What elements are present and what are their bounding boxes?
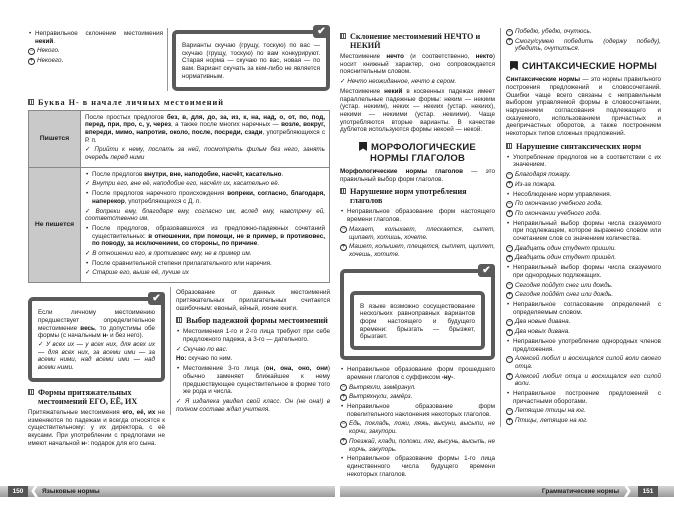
plus-circle-icon: + xyxy=(29,57,34,64)
note-content xyxy=(38,309,155,372)
text: в косвенных падежах имеет параллельные падежные формы: неким — некиим (устар. некиим), неких — некиих (устар. некиих), некими — некиими (устар. некиими). Чаще употребляются вторые варианты. В качестве дублетов используются формы некоей — некой. xyxy=(340,87,495,134)
text: Формы притяжательных местоимений ЕГО, ЕЁ, ИХ xyxy=(38,387,138,406)
checkmark-icon: ✔ xyxy=(313,25,330,38)
minus-circle-icon: − xyxy=(29,47,34,54)
note-content xyxy=(182,42,320,81)
text: Неправильный выбор формы числа сказуемого при однородных подлежащих. xyxy=(513,264,661,279)
text: Склонение местоимений НЕЧТО и НЕКИЙ xyxy=(350,32,481,50)
plus-circle-icon: + xyxy=(341,243,346,250)
checkmark-icon: ✔ xyxy=(148,292,165,305)
text: После предлогов xyxy=(92,170,145,178)
text: По окончанию учебного года. xyxy=(515,200,603,208)
minus-circle-icon: − xyxy=(507,355,512,362)
bullet-item xyxy=(85,225,325,248)
text: Поезжай, клади, положи, ляг, высунь, высыпь, не корчь, закупорь. xyxy=(349,437,495,453)
note-box xyxy=(340,264,495,361)
checkmark-icon: ✓ xyxy=(85,250,91,258)
checkmark-icon: ✓ xyxy=(340,78,346,86)
text: Местоимение 3-го лица ( xyxy=(183,365,266,373)
incorrect-example xyxy=(506,200,661,208)
bullet-item xyxy=(506,390,661,405)
section-marker-icon xyxy=(28,389,34,395)
incorrect-example xyxy=(340,384,495,392)
emphasized-text: н- xyxy=(102,332,109,340)
text: Летящие птицы на юг. xyxy=(515,407,586,415)
correct-example xyxy=(340,243,495,258)
footer-section-title: Грамматические нормы xyxy=(541,488,619,496)
table-row xyxy=(29,110,330,167)
example xyxy=(38,341,155,372)
emphasized-text: н- xyxy=(81,439,88,447)
emphasized-text: нечто xyxy=(386,53,404,60)
text: Неправильное образование форм повелительного наклонения некоторых глаголов. xyxy=(347,402,495,418)
text: Двадцать один студент пришли. xyxy=(515,244,617,252)
text: , употребляющихся с Р. п. xyxy=(85,128,325,144)
checkmark-icon: ✓ xyxy=(85,180,91,188)
letter-n-table xyxy=(28,110,330,284)
heading-text: Буква Н- в начале личных местоимений xyxy=(38,97,224,107)
text: , употребляющихся с Д. п. xyxy=(124,197,202,205)
checkmark-icon: ✓ xyxy=(85,207,94,215)
section-marker-icon xyxy=(340,33,346,39)
text: Употребление предлогов не в соответствии с их значением. xyxy=(513,153,661,169)
section-marker-icon xyxy=(28,99,34,105)
minus-circle-icon: − xyxy=(507,282,512,289)
incorrect-example xyxy=(506,171,661,179)
bullet-item xyxy=(340,455,495,478)
text: Притяжательные местоимения xyxy=(28,408,123,416)
section-marker-icon xyxy=(506,143,512,149)
left-page xyxy=(0,0,335,507)
correct-example xyxy=(506,417,661,425)
plus-circle-icon: + xyxy=(507,373,512,380)
minus-circle-icon: − xyxy=(341,420,346,427)
page-number: 151 xyxy=(638,486,658,497)
checkmark-icon: ✔ xyxy=(478,264,495,277)
emphasized-text: -ну- xyxy=(441,373,454,381)
bullet-item xyxy=(506,220,661,243)
section-heading-letter-n xyxy=(28,97,330,107)
incorrect-example xyxy=(506,245,661,253)
bullet-item xyxy=(176,328,330,343)
text: Выбор падежной формы местоимений xyxy=(186,316,328,326)
text: Если личному местоимению предшествует определительное местоимение xyxy=(38,309,155,332)
bullet-item xyxy=(506,154,661,169)
section-marker-icon xyxy=(340,188,346,194)
text: Машет, колышет, плещется, сыплет, щиплет, хочешь, хотите. xyxy=(349,243,495,258)
plus-circle-icon: + xyxy=(507,291,512,298)
bullet-item xyxy=(506,191,661,199)
incorrect-example xyxy=(340,420,495,435)
text: — это правильный выбор форм глаголов. xyxy=(340,168,495,183)
text: Я издалека увидел свой класс. Он (не она!) в полном составе ждал учителя. xyxy=(176,397,330,413)
text: Смогу/сумею победить (одержу победу), убедить, очутиться. xyxy=(515,37,661,53)
text: Неправильное употребление однородных членов предложения. xyxy=(513,337,661,353)
text: . xyxy=(453,373,456,381)
plus-circle-icon: + xyxy=(507,38,512,45)
text: МОРФОЛОГИЧЕСКИЕ НОРМЫ ГЛАГОЛОВ xyxy=(369,142,476,165)
chevron-left-icon: ❮ xyxy=(30,485,40,498)
subsection-heading xyxy=(28,388,165,406)
incorrect-example xyxy=(506,318,661,326)
text: , а также после многих наречных — xyxy=(171,121,282,129)
bookmark-icon xyxy=(510,61,518,70)
left-top-row xyxy=(28,28,330,91)
plus-circle-icon: + xyxy=(507,328,512,335)
note-box-ves xyxy=(28,293,165,382)
emphasized-text: без, в, для, до, за, из, к, на, над, о, от, по, под, перед, при, про, с, у, через xyxy=(85,113,325,129)
emphasized-text: весь xyxy=(80,324,95,332)
minus-circle-icon: − xyxy=(507,200,512,207)
text: Местоимение xyxy=(340,87,385,95)
correct-example xyxy=(506,181,661,189)
text: , то допустимы обе формы (с начальным xyxy=(38,324,156,340)
text: Вытряхли, замёрзнул. xyxy=(349,383,416,391)
text: скучаю по ним. xyxy=(186,355,233,363)
right-page xyxy=(340,0,674,507)
incorrect-example xyxy=(506,282,661,290)
bullet-item xyxy=(506,338,661,353)
minus-circle-icon: − xyxy=(507,407,512,414)
text: Образование от данных местоимений притяжательных прилагательных считается ошибочным: евоный, ейный, ихние книги. xyxy=(176,289,330,312)
text: не изменяются по падежам и всегда относятся к существительному: у их директора, с её вкусами. При употреблении с предлогами не имеют начальной xyxy=(28,408,166,447)
text: Птицы, летящие на юг. xyxy=(515,417,588,425)
text: Неправильное образование формы 1-го лица единственного числа будущего времени некоторых глаголов. xyxy=(347,455,495,478)
emphasized-text: внутри, вне, наподобие, насчёт, касательно xyxy=(144,170,282,178)
right-column-d xyxy=(500,28,661,427)
paragraph xyxy=(340,88,495,134)
footer-left xyxy=(0,486,335,497)
correct-example xyxy=(506,328,661,336)
text: В отношении его, в противовес ему, не в пример им. xyxy=(92,250,252,258)
note-text xyxy=(350,291,485,351)
example xyxy=(176,346,330,354)
left-column-top xyxy=(28,28,163,67)
minus-circle-icon: − xyxy=(507,245,512,252)
bullet-item xyxy=(85,190,325,205)
emphasized-text: возле, вокруг, впереди, мимо, напротив, около, после, посреди, сзади xyxy=(85,121,325,136)
minus-circle-icon: − xyxy=(507,171,512,178)
bullet-item xyxy=(85,260,325,268)
emphasized-text: некий xyxy=(35,37,54,45)
incorrect-example xyxy=(28,47,163,55)
correct-example xyxy=(506,254,661,262)
right-columns xyxy=(340,28,674,480)
text: ) носит книжный характер, оно сопровождается пояснительным словом. xyxy=(340,53,495,76)
text: После предлогов, образовавшихся из предложно-падежных сочетаний существительных: xyxy=(92,224,325,240)
bullet-item xyxy=(176,365,330,396)
text: (и соответственно, xyxy=(403,53,476,60)
text: Неправильное согласование определений с определяемым словом. xyxy=(513,300,661,316)
plus-circle-icon: + xyxy=(507,210,512,217)
text: Два новых дивана. xyxy=(515,328,570,336)
example xyxy=(85,180,325,188)
text: После сравнительной степени прилагательного или наречия. xyxy=(92,259,272,267)
text: После простых предлогов xyxy=(85,113,167,121)
left-column-b-bottom xyxy=(170,287,330,415)
text: . xyxy=(257,240,259,248)
footer-right xyxy=(340,486,674,497)
emphasized-text: его, её, их xyxy=(122,408,156,416)
bookmark-icon xyxy=(359,142,367,151)
footer-section-title: Языковые нормы xyxy=(42,488,100,496)
text: По окончании учебного года. xyxy=(515,209,602,217)
correct-example xyxy=(506,373,661,388)
subsection-heading xyxy=(176,316,330,325)
left-column-bottom-wrap xyxy=(28,287,165,449)
section-heading xyxy=(506,61,661,72)
text: Благодаря пожару. xyxy=(515,171,571,179)
page-number: 150 xyxy=(8,486,28,497)
text: Едь, покладь, ложи, ляжь, высуни, высыпи, не корчи, закупори. xyxy=(349,420,495,436)
text: СИНТАКСИЧЕСКИЕ НОРМЫ xyxy=(521,61,658,73)
row-label: Пишется xyxy=(29,110,81,167)
example xyxy=(85,208,325,223)
text: Внутри его, вне её, наподобие его, насчёт их, касательно её. xyxy=(92,180,280,188)
minus-circle-icon: − xyxy=(507,28,512,35)
text: Несоблюдение норм управления. xyxy=(513,190,612,198)
text: и без него). xyxy=(108,332,144,340)
text: Сегодня пойдут снег или дождь. xyxy=(515,281,613,289)
example xyxy=(85,146,325,161)
paragraph xyxy=(182,42,320,81)
plus-circle-icon: + xyxy=(341,393,346,400)
text: Неправильное образование форм прошедшего времени глаголов с суффиксом xyxy=(347,366,495,381)
emphasized-text: он, она, оно, они xyxy=(265,365,328,373)
incorrect-example xyxy=(506,407,661,415)
emphasized-text: некто xyxy=(475,53,493,60)
checkmark-icon: ✓ xyxy=(85,146,93,154)
text: Неправильное склонение местоимения xyxy=(35,30,164,37)
emphasized-text: некий xyxy=(384,87,403,95)
paragraph xyxy=(340,53,495,76)
subsection-heading xyxy=(340,32,495,50)
text: Неправильное построение предложений с причастными оборотами. xyxy=(513,390,661,405)
example xyxy=(340,78,495,86)
chevron-right-icon: ❯ xyxy=(622,485,632,498)
incorrect-example xyxy=(340,226,495,241)
minus-circle-icon: − xyxy=(341,384,346,391)
emphasized-text: Синтаксические нормы xyxy=(506,76,581,84)
example xyxy=(85,269,325,277)
text: Алексей любил отца и восхищался его силой воли. xyxy=(515,372,661,388)
text: . xyxy=(281,170,284,178)
text: ) обычно заменяет ближайшее к нему предшествующее существительное в форме того же рода и числа. xyxy=(183,365,330,396)
text: Нечто неожиданное, нечто в сером. xyxy=(347,78,457,86)
example xyxy=(85,250,325,258)
paragraph xyxy=(85,114,325,145)
checkmark-icon: ✓ xyxy=(176,397,183,405)
correct-example xyxy=(28,57,163,65)
row-label: Не пишется xyxy=(29,167,81,282)
left-column-bottom xyxy=(28,388,165,448)
bullet-item xyxy=(340,208,495,223)
left-bottom-row xyxy=(28,287,330,449)
correct-example xyxy=(340,438,495,453)
paragraph xyxy=(38,309,155,340)
text: . xyxy=(53,37,55,45)
text: Неправильное образование форм настоящего времени глаголов. xyxy=(347,208,495,224)
paragraph xyxy=(340,168,495,183)
plus-circle-icon: + xyxy=(507,254,512,261)
text: Некоего. xyxy=(37,57,64,65)
bullet-item xyxy=(340,403,495,418)
text: Из-за пожара. xyxy=(515,180,557,188)
text: Махает, колыхает, плескается, сыпет, щипает, хотишь, хочете. xyxy=(349,225,495,241)
emphasized-text: Морфологические нормы глаголов xyxy=(340,168,463,176)
checkmark-icon: ✓ xyxy=(176,345,182,353)
correct-example xyxy=(340,393,495,401)
paragraph xyxy=(176,289,330,312)
plus-circle-icon: + xyxy=(507,417,512,424)
text: Сегодня пойдёт снег или дождь. xyxy=(515,291,614,299)
text: Неправильный выбор формы числа сказуемого при подлежащем, которое выражено словом или сочетанием слов со значением количества. xyxy=(513,219,661,243)
plus-circle-icon: + xyxy=(507,181,512,188)
checkmark-icon: ✓ xyxy=(85,269,91,277)
minus-circle-icon: − xyxy=(341,226,346,233)
text: Два новые дивана. xyxy=(515,318,571,326)
bullet-item xyxy=(28,30,163,45)
minus-circle-icon: − xyxy=(507,318,512,325)
checkmark-icon: ✓ xyxy=(38,340,44,348)
text: Вопреки ему, благодаря ему, согласно им, вслед ему, навстречу ей, соответственно им. xyxy=(85,207,325,223)
section-heading xyxy=(340,142,495,164)
text: Вытряхнули, замёрз. xyxy=(349,393,413,401)
correct-example xyxy=(506,291,661,299)
text: Варианты скучаю (грущу, тоскую) по вас — скучаю (грущу, тоскую) по вам конкурируют. Старая норма — скучаю по вас, новая — по вам. Вариант скучать за кем-либо не является нормативным. xyxy=(182,42,320,80)
note-box-skuchat xyxy=(172,26,330,91)
paragraph xyxy=(506,76,661,138)
text: Прийти к нему, послать за ней, посмотреть фильм без него, занять очередь перед ними xyxy=(85,146,325,162)
emphasized-text: вопреки, согласно, благодаря, наперекор xyxy=(92,190,325,205)
bullet-item xyxy=(506,264,661,279)
example xyxy=(176,398,330,413)
correct-example xyxy=(506,38,661,53)
bullet-item xyxy=(85,171,325,179)
text: Двадцать один студент пришёл. xyxy=(515,254,617,262)
text: У всех их — у всех них, для всех их — для всех них, за всеми ими — за всеми ними, над всеми ими — над всеми ними. xyxy=(38,340,155,372)
subsection-heading xyxy=(506,142,661,151)
paragraph xyxy=(176,355,330,363)
text: Старше его, выше её, лучше их xyxy=(92,269,189,277)
incorrect-example xyxy=(506,355,661,370)
row-content xyxy=(81,110,330,167)
section-marker-icon xyxy=(176,317,182,323)
plus-circle-icon: + xyxy=(341,438,346,445)
text: Нарушение синтаксических норм xyxy=(516,141,642,151)
text: В языке возможно сосуществование нескольких равноправных вариантов форм настоящего и будущего времени: брызгать — брызжет, брызгает. xyxy=(360,302,475,341)
text: Победю, убедю, очутюсь. xyxy=(515,28,592,35)
text: Алексей любил и восхищался силой воли своего отца. xyxy=(515,355,661,370)
bullet-item xyxy=(340,366,495,381)
text: После предлогов наречного происхождения xyxy=(92,190,228,198)
right-column-c xyxy=(340,28,495,480)
incorrect-example xyxy=(506,28,661,36)
text: Местоимения 1-го и 2-го лица требуют при себе предложного падежа, а 3-го — дательного. xyxy=(183,328,330,343)
row-content xyxy=(81,167,330,282)
emphasized-text: Но: xyxy=(176,355,187,363)
text: Некого. xyxy=(37,47,60,55)
emphasized-text: в отношении, при помощи, не в пример, в противовес, по поводу, за исключением, со стороны, по причине xyxy=(92,232,325,248)
text: Местоимение xyxy=(340,53,387,60)
bullet-item xyxy=(506,301,661,316)
text: — это нормы правильного построения предложений и словосочетаний. Ошибки чаще всего связаны с неправильным выбором управляемой формы в словосочетании, нарушением согласования подлежащего и сказуемого, использованием причастных и деепричастных оборотов, а также построением некоторых типов сложных предложений. xyxy=(506,76,661,138)
text: Нарушение норм употребления глаголов xyxy=(350,187,467,206)
text: : подарок для его сына. xyxy=(87,439,157,447)
table-row xyxy=(29,167,330,282)
subsection-heading xyxy=(340,187,495,205)
correct-example xyxy=(506,210,661,218)
text: Скучаю по вас. xyxy=(183,345,228,353)
